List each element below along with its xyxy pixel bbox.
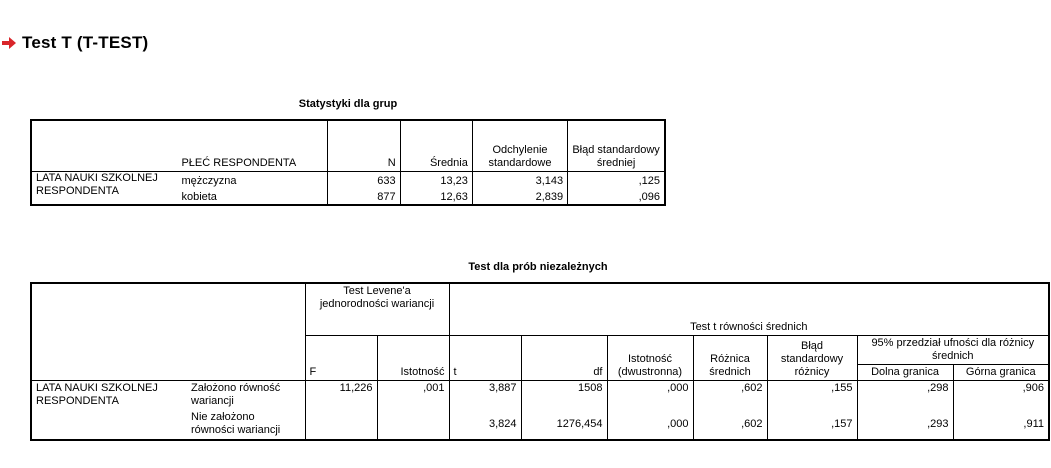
cell-lower: ,298: [857, 380, 953, 410]
cell-df: 1508: [521, 380, 607, 410]
group-label: mężczyzna: [181, 175, 237, 187]
cell-f: [305, 410, 377, 440]
group-stats-table: [30, 119, 666, 206]
cell-sig2: ,000: [607, 380, 693, 410]
cell-meandiff: ,602: [693, 410, 767, 440]
col-header-sd: Odchylenie standardowe: [472, 120, 567, 172]
cell-se: ,096: [568, 188, 665, 205]
page-title: Test T (T-TEST): [22, 33, 149, 52]
ttest-header: Test t równości średnich: [449, 283, 1049, 335]
col-header-se: Błąd standardowy średniej: [568, 120, 665, 172]
cell-mean: 12,63: [400, 188, 472, 205]
cell-upper: ,911: [953, 410, 1049, 440]
cell-df: 1276,454: [521, 410, 607, 440]
cell-sig2: ,000: [607, 410, 693, 440]
cell-sd: 3,143: [472, 172, 567, 189]
col-header-sig: Istotność: [377, 335, 449, 380]
ci-header: 95% przedział ufności dla różnicy średnich: [857, 335, 1049, 364]
cell-n: 633: [328, 172, 400, 189]
cell-sediff: ,155: [767, 380, 857, 410]
cell-lower: ,293: [857, 410, 953, 440]
right-arrow-icon: [2, 37, 16, 49]
row-assumption-label: Założono równość wariancji: [191, 381, 281, 407]
col-header-t: t: [449, 335, 521, 380]
col-header-n: N: [328, 120, 400, 172]
cell-t: 3,887: [449, 380, 521, 410]
group-label: kobieta: [181, 191, 217, 203]
cell-sig: ,001: [377, 380, 449, 410]
table-row: [31, 172, 665, 189]
col-header-mean: Średnia: [400, 120, 472, 172]
levene-header: Test Levene'a jednorodności wariancji: [305, 283, 449, 335]
cell-sd: 2,839: [472, 188, 567, 205]
corner-cell: [31, 120, 177, 172]
col-header-f: F: [305, 335, 377, 380]
col-header-sig2: Istotność (dwustronna): [607, 335, 693, 380]
col-header-group: PŁEĆ RESPONDENTA: [177, 120, 327, 172]
cell-se: ,125: [568, 172, 665, 189]
cell-upper: ,906: [953, 380, 1049, 410]
col-header-lower: Dolna granica: [857, 364, 953, 380]
corner-cell: [31, 283, 305, 380]
cell-mean: 13,23: [400, 172, 472, 189]
row-assumption-label: Nie założono równości wariancji: [191, 411, 281, 436]
col-header-upper: Górna granica: [953, 364, 1049, 380]
independent-test-caption: Test dla prób niezależnych: [468, 261, 608, 273]
cell-sediff: ,157: [767, 410, 857, 440]
cell-t: 3,824: [449, 410, 521, 440]
cell-sig: [377, 410, 449, 440]
cell-meandiff: ,602: [693, 380, 767, 410]
table-row: [31, 380, 1049, 410]
row-variable-label: LATA NAUKI SZKOLNEJ RESPONDENTA: [36, 381, 158, 407]
cell-n: 877: [328, 188, 400, 205]
independent-test-table: [30, 282, 1050, 441]
row-variable-label: LATA NAUKI SZKOLNEJ RESPONDENTA: [36, 172, 158, 197]
col-header-sediff: Błąd standardowy różnicy: [767, 335, 857, 380]
cell-f: 11,226: [305, 380, 377, 410]
col-header-df: df: [521, 335, 607, 380]
group-stats-caption: Statystyki dla grup: [298, 98, 398, 110]
col-header-meandiff: Różnica średnich: [693, 335, 767, 380]
output-heading: [2, 31, 148, 55]
